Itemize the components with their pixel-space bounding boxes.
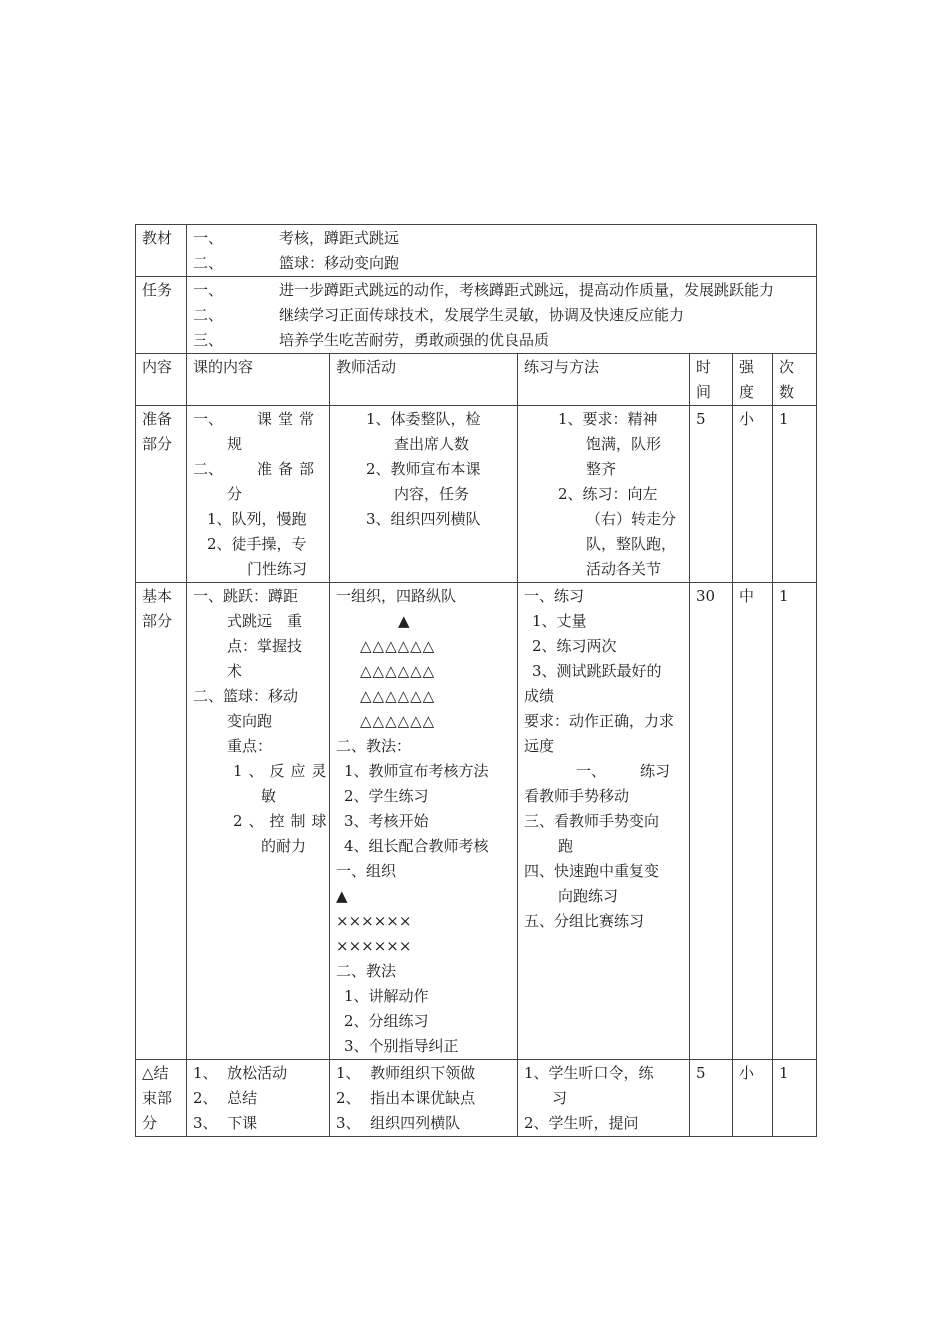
end-row xyxy=(136,1060,817,1137)
lesson-plan-table xyxy=(135,224,817,1137)
tasks-cell xyxy=(187,277,817,354)
task-item: 一、 进一步蹲距式跳远的动作，考核蹲距式跳远，提高动作质量，发展跳跃能力 xyxy=(193,281,775,299)
prep-row xyxy=(136,406,817,583)
header-lesson-content: 课的内容 xyxy=(187,354,330,406)
header-time: 时 间 xyxy=(690,354,733,406)
prep-label: 准备 部分 xyxy=(136,406,187,583)
end-practice: 1、学生听口令，练 习 2、学生听，提问 xyxy=(518,1060,690,1137)
materials-item: 一、 考核，蹲距式跳远 xyxy=(193,229,400,247)
prep-teacher: 1、体委整队，检 查出席人数 2、教师宣布本课 内容，任务 3、组织四列横队 xyxy=(330,406,518,583)
student-row-marks: △△△△△△ xyxy=(360,662,436,680)
header-teacher-activity: 教师活动 xyxy=(330,354,518,406)
teacher-marker: ▲ xyxy=(336,887,348,905)
header-row xyxy=(136,354,817,406)
basic-count: 1 xyxy=(773,583,817,1060)
task-item: 二、 继续学习正面传球技术，发展学生灵敏，协调及快速反应能力 xyxy=(193,306,685,324)
prep-intensity: 小 xyxy=(733,406,773,583)
tasks-row xyxy=(136,277,817,354)
student-row-marks: △△△△△△ xyxy=(360,637,436,655)
teacher-marker: ▲ xyxy=(398,612,410,630)
basic-row xyxy=(136,583,817,1060)
end-count: 1 xyxy=(773,1060,817,1137)
prep-content: 一、 课堂常 规 二、 准备部 分 1、队列，慢跑 2、徒手操，专 门性练习 xyxy=(187,406,330,583)
header-content: 内容 xyxy=(136,354,187,406)
task-item: 三、 培养学生吃苦耐劳，勇敢顽强的优良品质 xyxy=(193,331,550,349)
materials-row xyxy=(136,225,817,277)
tasks-label: 任务 xyxy=(136,277,187,354)
materials-cell xyxy=(187,225,817,277)
basic-teacher: 一组织，四路纵队 ▲ △△△△△△ △△△△△△ △△△△△△ △△△△△△ 二、教法： 1、教师宣布考核方法 2、学生练习 3、考核开始 4、组长配合教师考核 一、组织 ▲ ×××××× ×××××× 二、教法 1、讲解动作 2、分组练习 3、个别指导纠正 xyxy=(330,583,518,1060)
basic-intensity: 中 xyxy=(733,583,773,1060)
basic-time: 30 xyxy=(690,583,733,1060)
student-row-marks: △△△△△△ xyxy=(360,687,436,705)
end-teacher: 1、 教师组织下领做 2、 指出本课优缺点 3、 组织四列横队 xyxy=(330,1060,518,1137)
prep-count: 1 xyxy=(773,406,817,583)
basic-content: 一、跳跃：蹲距 式跳远 重 点：掌握技 术 二、篮球：移动 变向跑 重点： 1、反应灵 敏 2、控制球 的耐力 xyxy=(187,583,330,1060)
header-intensity: 强 度 xyxy=(733,354,773,406)
student-row-marks: ×××××× xyxy=(336,937,412,955)
end-time: 5 xyxy=(690,1060,733,1137)
basic-label: 基本 部分 xyxy=(136,583,187,1060)
materials-label: 教材 xyxy=(136,225,187,277)
end-content: 1、 放松活动 2、 总结 3、 下课 xyxy=(187,1060,330,1137)
end-label: △结 束部 分 xyxy=(136,1060,187,1137)
student-row-marks: △△△△△△ xyxy=(360,712,436,730)
prep-time: 5 xyxy=(690,406,733,583)
header-practice-method: 练习与方法 xyxy=(518,354,690,406)
materials-item: 二、 篮球：移动变向跑 xyxy=(193,254,400,272)
student-row-marks: ×××××× xyxy=(336,912,412,930)
header-count: 次 数 xyxy=(773,354,817,406)
prep-practice: 1、要求：精神 饱满，队形 整齐 2、练习：向左 （右）转走分 队，整队跑， 活动各关节 xyxy=(518,406,690,583)
end-intensity: 小 xyxy=(733,1060,773,1137)
basic-practice: 一、练习 1、丈量 2、练习两次 3、测试跳跃最好的 成绩 要求：动作正确，力求 远度 一、 练习 看教师手势移动 三、看教师手势变向 跑 四、快速跑中重复变 向跑练习 五、分组比赛练习 xyxy=(518,583,690,1060)
